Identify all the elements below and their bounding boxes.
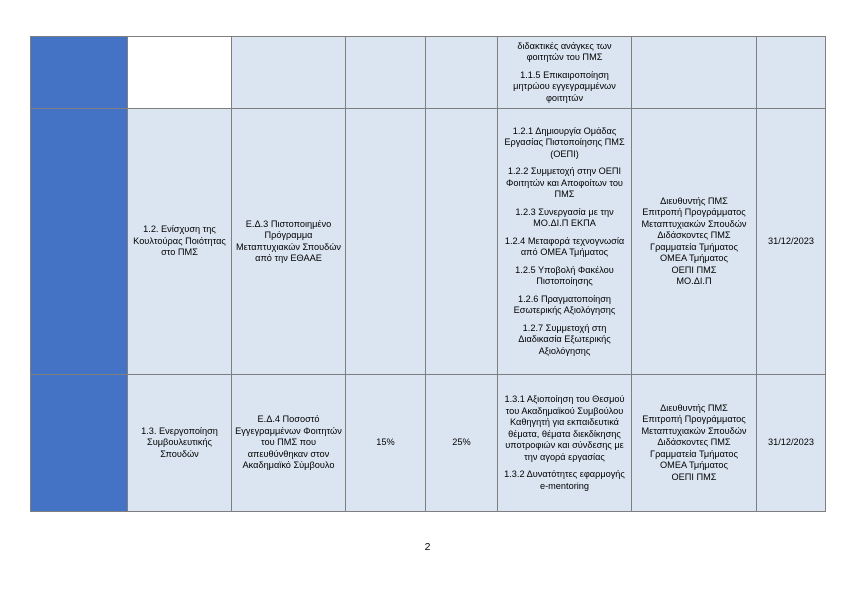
action-plan-table <box>30 36 826 512</box>
action-item: 1.2.4 Μεταφορά τεχνογνωσία από ΟΜΕΑ Τμήματος <box>504 235 625 258</box>
action-item: 1.2.7 Συμμετοχή στη Διαδικασία Εξωτερικής Αξιολόγησης <box>518 322 611 356</box>
responsible-item: ΜΟ.ΔΙ.Π <box>676 276 712 286</box>
table-row <box>31 37 826 109</box>
responsible-cell <box>632 37 757 109</box>
deadline-cell: 31/12/2023 <box>757 109 826 375</box>
responsible-item: Επιτροπή Προγράμματος <box>642 207 746 217</box>
responsible-item: Επιτροπή Προγράμματος <box>642 414 746 425</box>
indicator-cell: Ε.Δ.4 Ποσοστό Εγγεγραμμένων Φοιτητών του ΠΜΣ που απευθύνθηκαν στον Ακαδημαϊκό Σύμβουλο <box>232 375 346 512</box>
target-cell <box>426 109 498 375</box>
actions-cell <box>498 37 632 109</box>
action-item: 1.1.5 Επικαιροποίηση μητρώου εγγεγραμμένων φοιτητών <box>513 69 616 103</box>
indicator-cell <box>232 37 346 109</box>
responsible-item: Γραμματεία Τμήματος <box>650 448 738 459</box>
responsible-item: Διδάσκοντες ΠΜΣ <box>657 437 731 448</box>
page-number: 2 <box>424 541 431 553</box>
responsible-item: ΟΜΕΑ Τμήματος <box>660 253 728 263</box>
action-item: 1.2.1 Δημιουργία Ομάδας Εργασίας Πιστοποίησης ΠΜΣ (ΟΕΠΙ) <box>504 125 625 159</box>
target-cell: 25% <box>426 375 498 512</box>
action-item: 1.3.1 Αξιοποίηση του Θεσμού του Ακαδημαϊκού Συμβούλου Καθηγητή για εκπαιδευτικά θέματα, θέματα διεκδίκησης υποτροφιών και σύνδεσης με την αγορά εργασίας <box>504 394 625 462</box>
responsible-item: Διευθυντής ΠΜΣ <box>660 195 728 206</box>
responsible-item: Μεταπτυχιακών Σπουδών <box>641 425 747 436</box>
actions-cell <box>498 109 632 375</box>
axis-cell <box>31 109 128 375</box>
responsible-cell <box>632 109 757 375</box>
responsible-item: Γραμματεία Τμήματος <box>650 241 738 252</box>
deadline-cell <box>757 37 826 109</box>
responsible-item: Διδάσκοντες ΠΜΣ <box>657 230 731 240</box>
action-item: 1.3.2 Δυνατότητες εφαρμογής e-mentoring <box>504 469 625 491</box>
table-row <box>31 109 826 375</box>
value-cell: 15% <box>346 375 426 512</box>
table-row <box>31 375 826 512</box>
responsible-item: Μεταπτυχιακών Σπουδών <box>641 218 747 229</box>
target-cell <box>426 37 498 109</box>
action-item: 1.2.3 Συνεργασία με την ΜΟ.ΔΙ.Π ΕΚΠΑ <box>515 206 614 229</box>
value-cell <box>346 109 426 375</box>
deadline-cell: 31/12/2023 <box>757 375 826 512</box>
actions-cell <box>498 375 632 512</box>
responsible-item: ΟΕΠΙ ΠΜΣ <box>671 471 717 482</box>
responsible-item: ΟΕΠΙ ΠΜΣ <box>671 264 717 275</box>
axis-cell <box>31 375 128 512</box>
responsible-item: ΟΜΕΑ Τμήματος <box>660 460 728 471</box>
value-cell <box>346 37 426 109</box>
responsible-item: Διευθυντής ΠΜΣ <box>660 402 728 413</box>
indicator-cell: Ε.Δ.3 Πιστοποιημένο Πρόγραμμα Μεταπτυχιακών Σπουδών από την ΕΘΑΑΕ <box>232 109 346 375</box>
goal-cell: 1.3. Ενεργοποίηση Συμβουλευτικής Σπουδών <box>128 375 232 512</box>
action-item: 1.2.5 Υποβολή Φακέλου Πιστοποίησης <box>515 264 614 287</box>
action-item: διδακτικές ανάγκες των φοιτητών του ΠΜΣ <box>517 40 612 63</box>
action-item: 1.2.6 Πραγματοποίηση Εσωτερικής Αξιολόγησης <box>513 293 616 316</box>
goal-cell: 1.2. Ενίσχυση της Κουλτούρας Ποιότητας στο ΠΜΣ <box>128 109 232 375</box>
action-item: 1.2.2 Συμμετοχή στην ΟΕΠΙ Φοιτητών και Αποφοίτων του ΠΜΣ <box>506 166 623 200</box>
axis-cell <box>31 37 128 109</box>
responsible-cell <box>632 375 757 512</box>
goal-cell <box>128 37 232 109</box>
